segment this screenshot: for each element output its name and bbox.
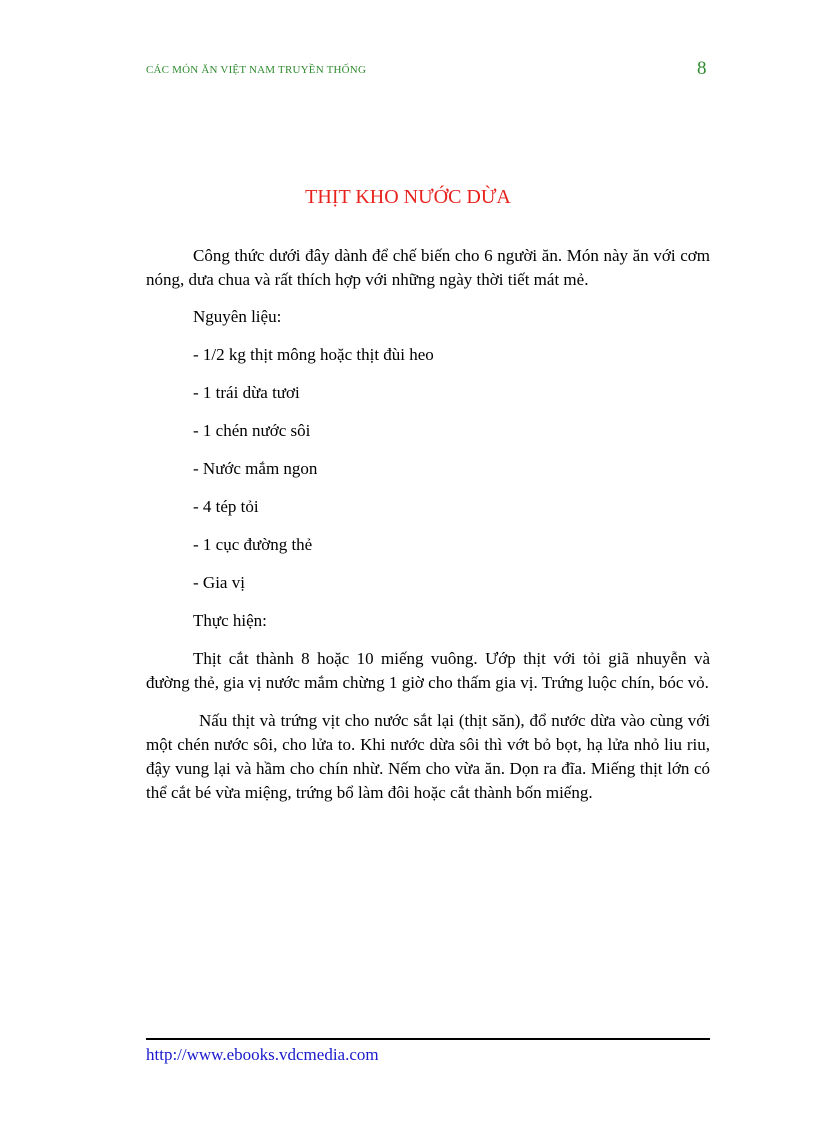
intro-paragraph: Công thức dưới đây dành để chế biến cho 6 người ăn. Món này ăn với cơm nóng, dưa chua và rất thích hợp với những ngày thời tiết mát mẻ. <box>146 246 710 289</box>
recipe-title: THỊT KHO NƯỚC DỪA <box>305 186 511 208</box>
step-paragraph: Nấu thịt và trứng vịt cho nước sắt lại (thịt săn), đổ nước dừa vào cùng với một chén nước sôi, cho lửa to. Khi nước dừa sôi thì vớt bỏ bọt, hạ lửa nhỏ liu riu, đậy vung lại và hầm cho chín nhừ. Nếm cho vừa ăn. Dọn ra đĩa. Miếng thịt lớn có thể cắt bé vừa miệng, trứng bổ làm đôi hoặc cắt thành bốn miếng. <box>146 711 710 802</box>
ingredient-item: - 1 cục đường thẻ <box>193 535 313 554</box>
ingredients-heading: Nguyên liệu: <box>193 307 282 326</box>
ingredient-item: - 1/2 kg thịt mông hoặc thịt đùi heo <box>193 345 434 364</box>
running-header-title: CÁC MÓN ĂN VIỆT NAM TRUYỀN THỐNG <box>146 64 367 76</box>
footer-url-link[interactable]: http://www.ebooks.vdcmedia.com <box>146 1045 379 1064</box>
ingredient-item: - Nước mắm ngon <box>193 459 318 478</box>
step-paragraph: Thịt cắt thành 8 hoặc 10 miếng vuông. Ướp thịt với tỏi giã nhuyễn và đường thẻ, gia vị nước mắm chừng 1 giờ cho thấm gia vị. Trứng luộc chín, bóc vỏ. <box>146 649 710 692</box>
method-heading: Thực hiện: <box>193 611 267 630</box>
footer-divider <box>146 1038 710 1040</box>
ingredient-item: - 4 tép tỏi <box>193 497 259 516</box>
ingredient-item: - Gia vị <box>193 573 245 592</box>
ingredient-item: - 1 chén nước sôi <box>193 421 311 440</box>
recipe-body <box>146 244 710 805</box>
page-number: 8 <box>697 58 707 79</box>
ingredient-item: - 1 trái dừa tươi <box>193 383 300 402</box>
